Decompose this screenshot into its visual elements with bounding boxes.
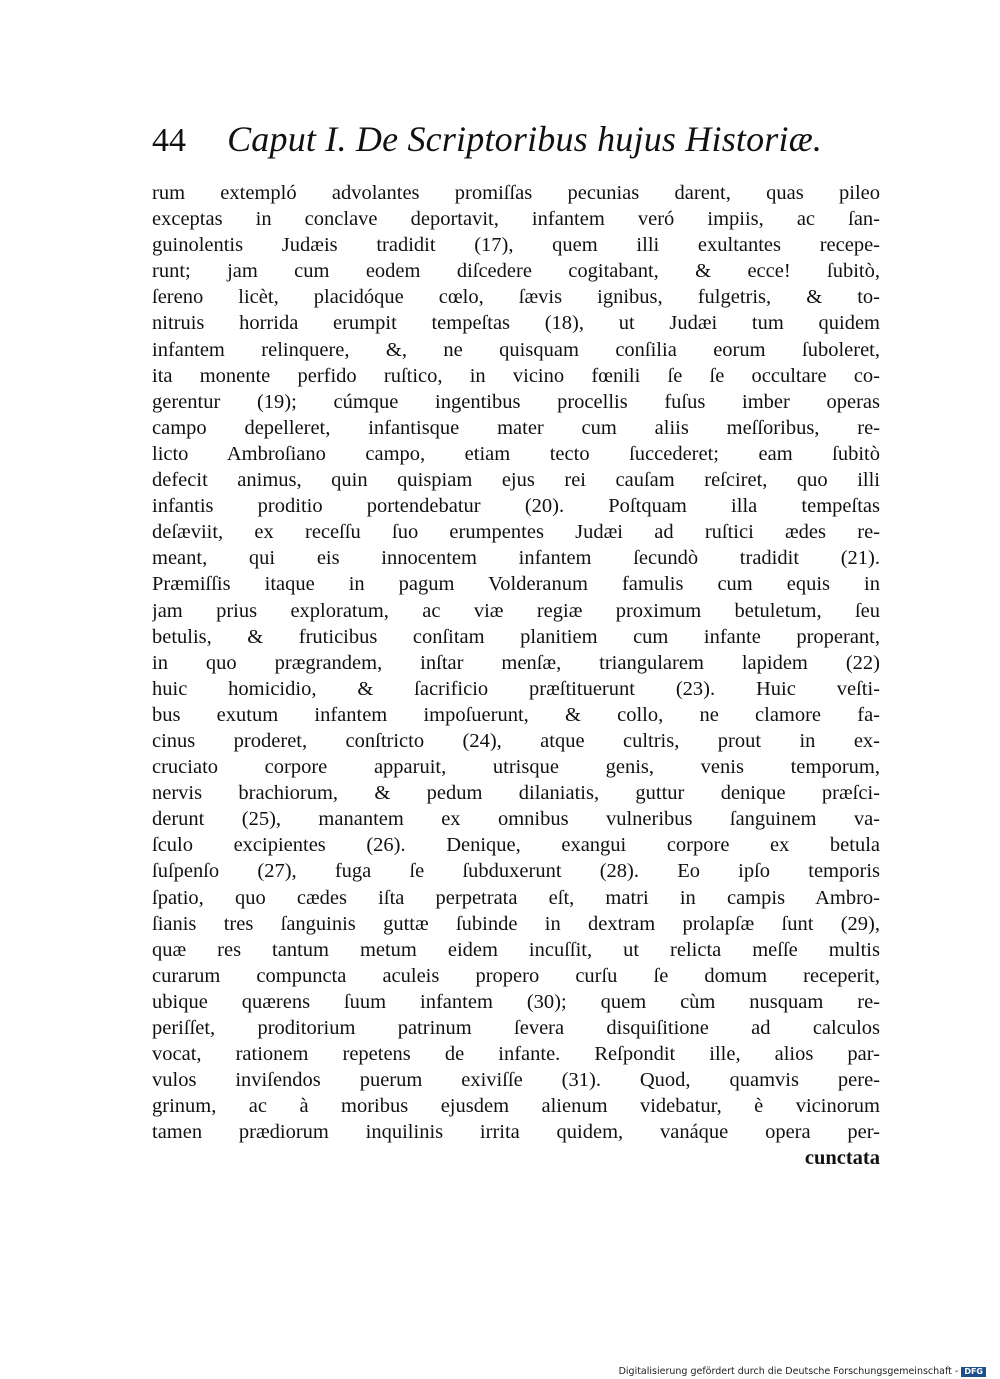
- text-line: guinolentis Judæis tradidit (17), quem illi exultantes recepe-: [152, 234, 880, 257]
- text-line: nitruis horrida erumpit tempeſtas (18), ut Judæi tum quidem: [152, 312, 880, 335]
- text-line: ubique quærens ſuum infantem (30); quem cùm nusquam re-: [152, 990, 880, 1013]
- page-number: 44: [152, 122, 186, 159]
- text-line: ita monente perfido ruſtico, in vicino fœnili ſe ſe occultare co-: [152, 364, 880, 387]
- text-line: deſæviit, ex receſſu ſuo erumpentes Judæi ad ruſtici ædes re-: [152, 521, 880, 544]
- text-line: campo depelleret, infantisque mater cum aliis meſſoribus, re-: [152, 416, 880, 439]
- running-head: Caput I. De Scriptoribus hujus Historiæ.: [227, 119, 823, 159]
- text-line: licto Ambroſiano campo, etiam tecto ſuccederet; eam ſubitò: [152, 442, 880, 465]
- text-line: ſculo excipientes (26). Denique, exangui corpore ex betula: [152, 834, 880, 857]
- text-line: periſſet, proditorium patrinum ſevera disquiſitione ad calculos: [152, 1017, 880, 1039]
- text-line: infantem relinquere, &, ne quisquam conſilia eorum ſuboleret,: [152, 338, 880, 361]
- text-line: betulis, & fruticibus conſitam planitiem cum infante properant,: [152, 625, 880, 648]
- text-line: tamen prædiorum inquilinis irrita quidem, vanáque opera per-: [152, 1121, 880, 1144]
- text-line: huic homicidio, & ſacrificio præſtituerunt (23). Huic veſti-: [152, 677, 880, 700]
- text-line: grinum, ac à moribus ejusdem alienum videbatur, è vicinorum: [152, 1095, 880, 1118]
- text-line: runt; jam cum eodem diſcedere cogitabant, & ecce! ſubitò,: [152, 260, 880, 283]
- text-line: rum extempló advolantes promiſſas pecunias darent, quas pileo: [152, 182, 880, 204]
- text-line: in quo prægrandem, inſtar menſæ, triangularem lapidem (22): [152, 651, 880, 674]
- text-line: Præmiſſis itaque in pagum Volderanum famulis cum equis in: [152, 573, 880, 596]
- text-line: curarum compuncta aculeis propero curſu ſe domum receperit,: [152, 964, 880, 987]
- text-line: jam prius exploratum, ac viæ regiæ proximum betuletum, ſeu: [152, 599, 880, 622]
- text-line: ſuſpenſo (27), fuga ſe ſubduxerunt (28). Eo ipſo temporis: [152, 860, 880, 883]
- catchword: cunctata: [804, 1147, 880, 1170]
- text-line: quæ res tantum metum eidem incuſſit, ut relicta meſſe multis: [152, 938, 880, 961]
- text-line: meant, qui eis innocentem infantem ſecundò tradidit (21).: [152, 547, 880, 570]
- text-line: derunt (25), manantem ex omnibus vulneribus ſanguinem va-: [152, 808, 880, 831]
- text-line: defecit animus, quin quispiam ejus rei cauſam reſciret, quo illi: [152, 469, 880, 492]
- text-line: ſereno licèt, placidóque cœlo, ſævis ignibus, fulgetris, & to-: [152, 286, 880, 309]
- digitization-footer: [619, 1366, 986, 1377]
- footer-text: Digitalisierung gefördert durch die Deutsche Forschungsgemeinschaft -: [618, 1366, 959, 1377]
- text-line: ſianis tres ſanguinis guttæ ſubinde in dextram prolapſæ ſunt (29),: [152, 912, 880, 935]
- text-line: vulos inviſendos puerum exiviſſe (31). Quod, quamvis pere-: [152, 1069, 880, 1092]
- text-line: bus exutum infantem impoſuerunt, & collo, ne clamore fa-: [152, 703, 880, 726]
- dfg-logo: DFG: [961, 1367, 986, 1377]
- text-line: vocat, rationem repetens de infante. Reſpondit ille, alios par-: [152, 1043, 880, 1066]
- text-line: infantis proditio portendebatur (20). Poſtquam illa tempeſtas: [152, 495, 880, 518]
- text-line: ſpatio, quo cædes iſta perpetrata eſt, matri in campis Ambro-: [152, 886, 880, 909]
- text-line: gerentur (19); cúmque ingentibus procellis fuſus imber operas: [152, 390, 880, 413]
- body-text: [152, 180, 880, 1172]
- text-line: cinus proderet, conſtricto (24), atque cultris, prout in ex-: [152, 729, 880, 752]
- text-line: nervis brachiorum, & pedum dilaniatis, guttur denique præſci-: [152, 782, 880, 805]
- page-header: [152, 118, 872, 166]
- text-line: exceptas in conclave deportavit, infantem veró impiis, ac ſan-: [152, 208, 880, 231]
- text-line: cruciato corpore apparuit, utrisque genis, venis temporum,: [152, 756, 880, 779]
